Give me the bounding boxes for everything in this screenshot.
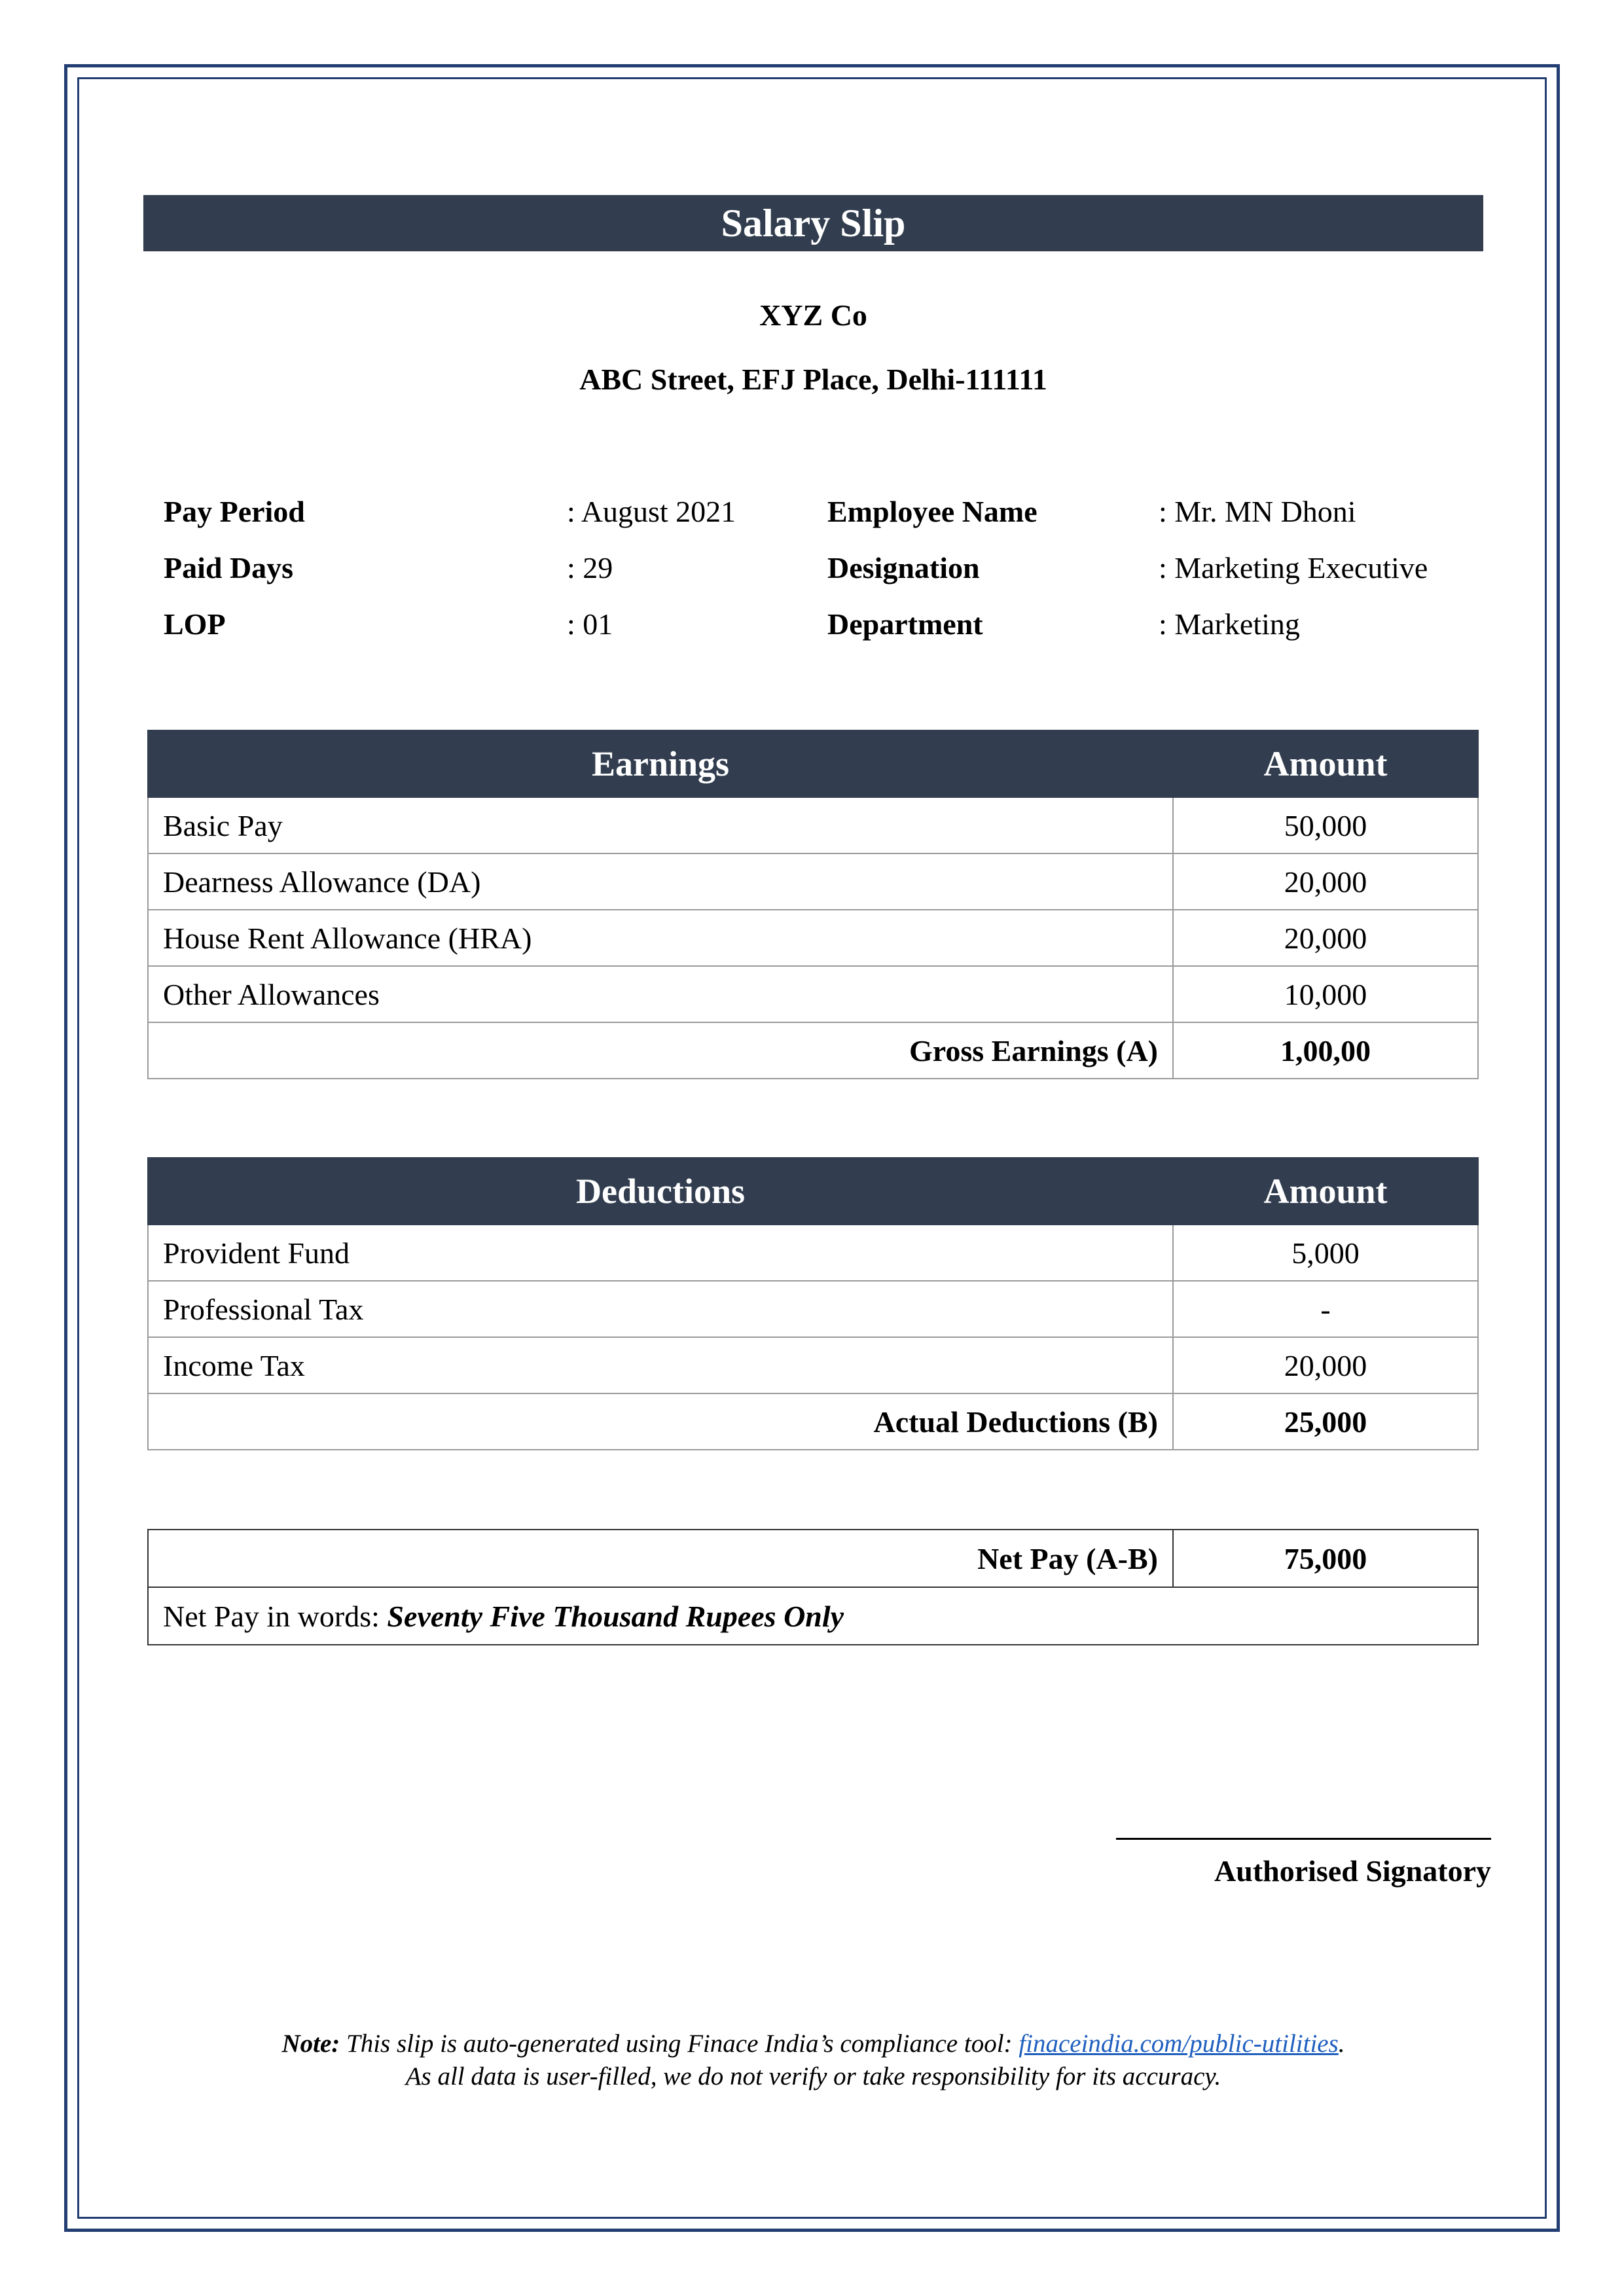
earnings-header: Earnings [148,730,1173,797]
deduction-amount: 20,000 [1173,1337,1478,1393]
net-pay-words-value: Seventy Five Thousand Rupees Only [387,1599,844,1633]
employee-name-label: Employee Name [827,495,1038,528]
table-row [148,966,1478,1022]
company-name: XYZ Co [759,298,867,332]
earnings-table [147,730,1479,1079]
table-row [148,910,1478,966]
department-label: Department [827,607,983,641]
pay-period-label: Pay Period [164,495,305,528]
designation-value: : Marketing Executive [1159,551,1428,584]
employee-name-value: : Mr. MN Dhoni [1159,495,1356,528]
net-pay-table [147,1529,1479,1645]
table-row [148,853,1478,910]
earning-amount: 50,000 [1173,797,1478,853]
authorised-signatory: Authorised Signatory [1214,1854,1491,1888]
net-pay-amount: 75,000 [1173,1530,1478,1587]
deductions-total-row [148,1393,1478,1450]
note-prefix: Note: [281,2030,340,2058]
net-pay-words-row [148,1587,1478,1645]
net-pay-words-prefix: Net Pay in words: [163,1599,388,1633]
earning-label: Dearness Allowance (DA) [148,853,1173,910]
net-pay-label: Net Pay (A-B) [148,1530,1173,1587]
pay-period-value: : August 2021 [567,495,736,528]
earning-amount: 20,000 [1173,910,1478,966]
lop-value: : 01 [567,607,613,641]
paid-days-value: : 29 [567,551,613,584]
footer-note [143,2028,1483,2060]
deductions-amount-header: Amount [1173,1158,1478,1225]
earning-amount: 20,000 [1173,853,1478,910]
earnings-total-row [148,1022,1478,1079]
deduction-amount: 5,000 [1173,1225,1478,1281]
earning-label: Basic Pay [148,797,1173,853]
deduction-label: Professional Tax [148,1281,1173,1337]
gross-earnings-amount: 1,00,00 [1173,1022,1478,1079]
note-text: This slip is auto-generated using Finace India’s compliance tool: [340,2030,1019,2058]
deductions-header-row [148,1158,1478,1225]
earning-label: House Rent Allowance (HRA) [148,910,1173,966]
net-pay-row [148,1530,1478,1587]
utilities-link[interactable]: finaceindia.com/public-utilities [1019,2030,1339,2058]
lop-label: LOP [164,607,226,641]
earnings-header-row [148,730,1478,797]
table-row [148,797,1478,853]
company-address: ABC Street, EFJ Place, Delhi-111111 [579,363,1047,396]
actual-deductions-label: Actual Deductions (B) [148,1393,1173,1450]
page-title: Salary Slip [143,195,1483,251]
deduction-label: Provident Fund [148,1225,1173,1281]
footer-note-line2: As all data is user-filled, we do not verify or take responsibility for its accuracy. [405,2062,1221,2090]
designation-label: Designation [827,551,980,584]
table-row [148,1281,1478,1337]
net-pay-words [148,1587,1478,1645]
earnings-amount-header: Amount [1173,730,1478,797]
earning-label: Other Allowances [148,966,1173,1022]
signature-line [1116,1838,1491,1840]
deductions-header: Deductions [148,1158,1173,1225]
paid-days-label: Paid Days [164,551,294,584]
note-suffix: . [1338,2030,1345,2058]
page-border-inner [77,77,1547,2219]
department-value: : Marketing [1159,607,1300,641]
deduction-amount: - [1173,1281,1478,1337]
actual-deductions-amount: 25,000 [1173,1393,1478,1450]
gross-earnings-label: Gross Earnings (A) [148,1022,1173,1079]
earning-amount: 10,000 [1173,966,1478,1022]
table-row [148,1225,1478,1281]
deductions-table [147,1157,1479,1450]
deduction-label: Income Tax [148,1337,1173,1393]
table-row [148,1337,1478,1393]
